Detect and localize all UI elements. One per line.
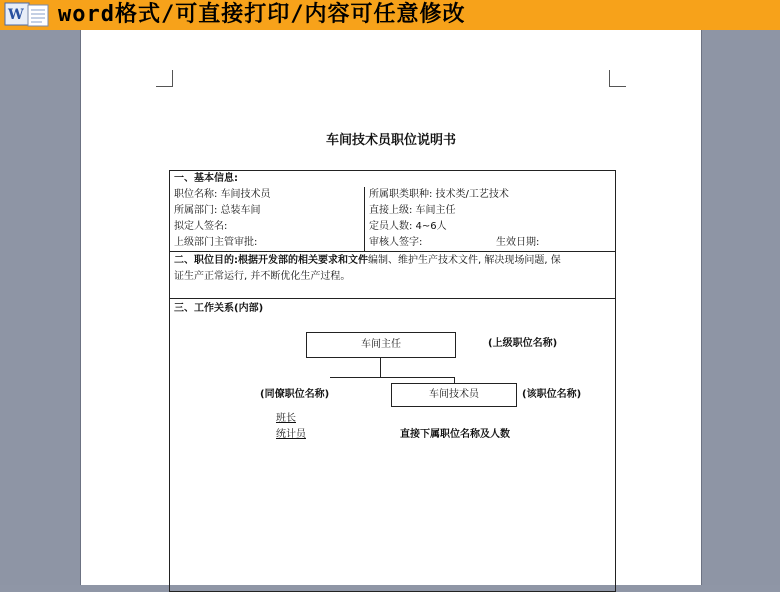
department: 所属部门: 总装车间 bbox=[174, 205, 261, 216]
peer-position-label: (同僚职位名称) bbox=[260, 389, 330, 400]
direct-superior: 直接上级: 车间主任 bbox=[369, 205, 456, 216]
column-divider bbox=[364, 187, 365, 251]
job-name: 职位名称: 车间技术员 bbox=[174, 189, 271, 200]
effective-date: 生效日期: bbox=[496, 237, 540, 248]
org-connector bbox=[380, 357, 381, 377]
purpose-line-1 bbox=[174, 255, 561, 267]
purpose-rest: 编制、维护生产技术文件, 解决现场问题, 保 bbox=[368, 255, 561, 266]
job-category: 所属职类职种: 技术类/工艺技术 bbox=[369, 189, 509, 200]
peer-item: 班长 bbox=[276, 413, 296, 424]
this-position-label: (该职位名称) bbox=[522, 389, 582, 400]
word-document-icon bbox=[4, 2, 50, 28]
svg-text:W: W bbox=[8, 7, 24, 23]
dept-supervisor-approval: 上级部门主管审批: bbox=[174, 237, 258, 248]
org-box-technician: 车间技术员 bbox=[391, 383, 517, 407]
page-corner-mark-left bbox=[156, 70, 173, 87]
org-box-supervisor: 车间主任 bbox=[306, 332, 456, 358]
section-divider bbox=[170, 251, 615, 252]
job-description-table bbox=[169, 170, 616, 592]
reviewer-signature: 审核人签字: bbox=[369, 237, 423, 248]
banner-text: word格式/可直接打印/内容可任意修改 bbox=[58, 2, 466, 27]
document-title: 车间技术员职位说明书 bbox=[325, 133, 456, 148]
purpose-line-2: 证生产正常运行, 并不断优化生产过程。 bbox=[174, 271, 351, 282]
top-banner bbox=[0, 0, 780, 30]
document-page[interactable] bbox=[80, 30, 702, 585]
headcount: 定员人数: 4~6人 bbox=[369, 221, 447, 232]
purpose-bold-text: 根据开发部的相关要求和文件 bbox=[238, 255, 368, 266]
basic-info-heading: 一、基本信息: bbox=[174, 173, 238, 184]
org-connector bbox=[330, 377, 455, 378]
drafter-signature: 拟定人签名: bbox=[174, 221, 228, 232]
section-divider bbox=[170, 298, 615, 299]
peer-item: 统计员 bbox=[276, 429, 306, 440]
left-margin bbox=[0, 30, 80, 585]
page-corner-mark-right bbox=[609, 70, 626, 87]
right-margin bbox=[700, 30, 780, 585]
relations-heading: 三、工作关系(内部) bbox=[174, 303, 264, 314]
subordinate-label: 直接下属职位名称及人数 bbox=[400, 429, 510, 440]
superior-position-label: (上级职位名称) bbox=[488, 338, 558, 349]
purpose-heading: 二、职位目的: bbox=[174, 255, 238, 266]
